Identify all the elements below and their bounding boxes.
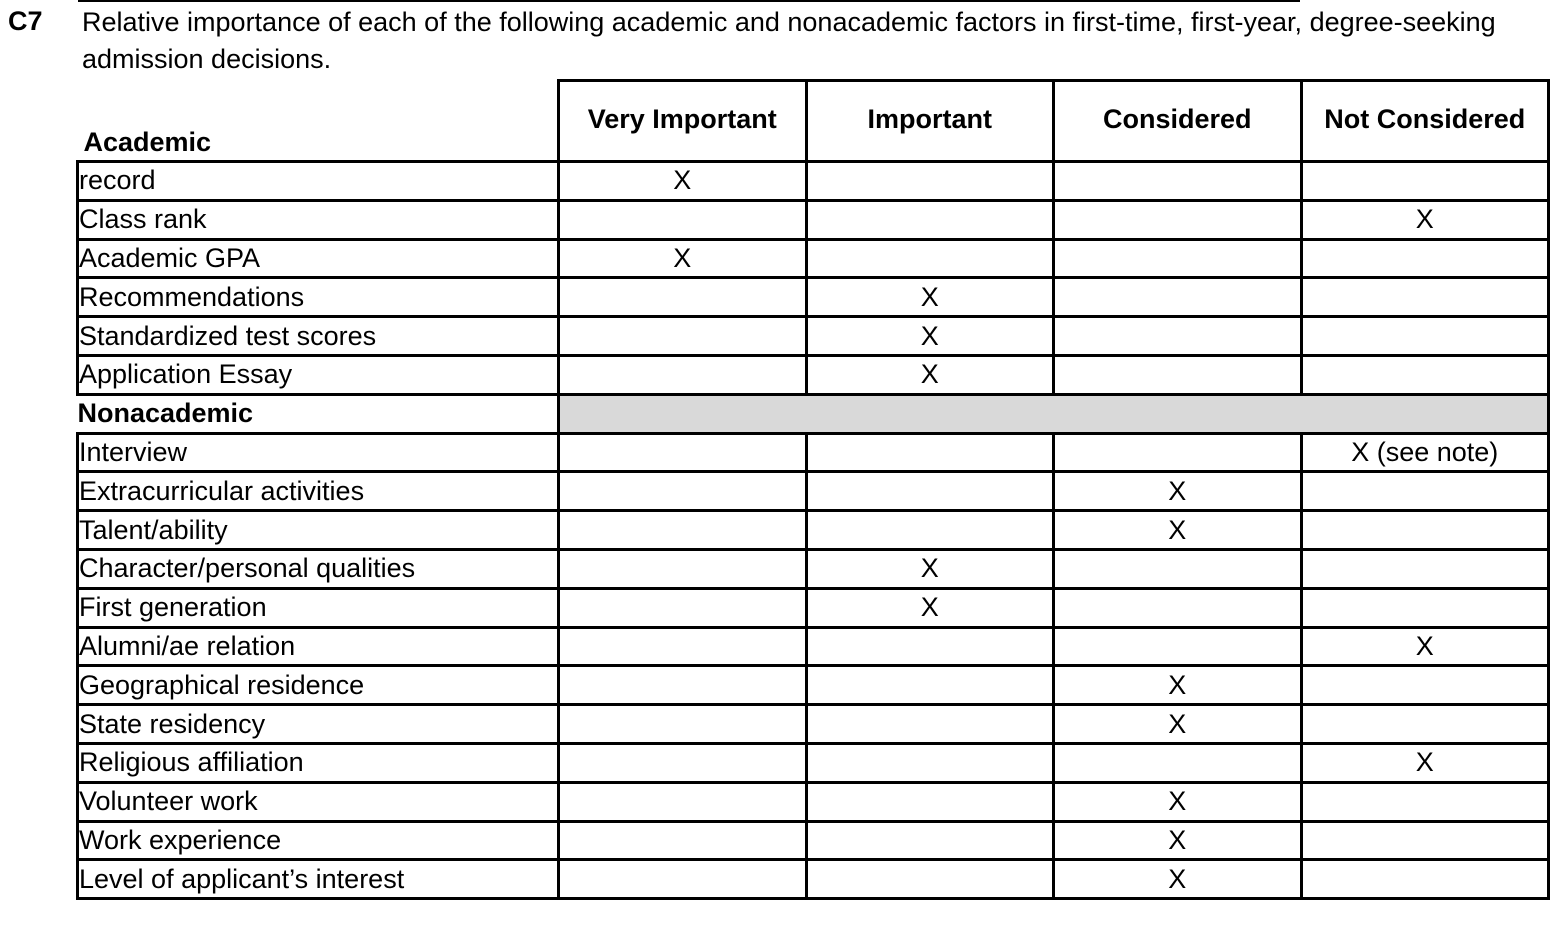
table-row [78, 239, 1549, 278]
importance-mark [559, 472, 807, 511]
importance-mark [806, 511, 1054, 550]
importance-mark [806, 821, 1054, 860]
importance-mark: X [559, 162, 807, 201]
table-row [78, 860, 1549, 899]
importance-mark [559, 355, 807, 394]
importance-mark: X [1054, 705, 1302, 744]
importance-mark [806, 627, 1054, 666]
table-row [78, 666, 1549, 705]
importance-mark [1054, 239, 1302, 278]
table-row [78, 743, 1549, 782]
importance-mark [1054, 743, 1302, 782]
importance-mark [806, 239, 1054, 278]
importance-mark [559, 627, 807, 666]
factor-label: Talent/ability [78, 511, 559, 550]
importance-mark [806, 860, 1054, 899]
importance-mark [1301, 705, 1549, 744]
importance-mark [1301, 239, 1549, 278]
importance-mark: X [1054, 666, 1302, 705]
importance-mark: X [1301, 743, 1549, 782]
factor-label: Extracurricular activities [78, 472, 559, 511]
table-row [78, 511, 1549, 550]
factor-label: Religious affiliation [78, 743, 559, 782]
table-row [78, 588, 1549, 627]
importance-mark: X [1301, 627, 1549, 666]
importance-mark [806, 666, 1054, 705]
importance-mark [559, 278, 807, 317]
factor-label: Standardized test scores [78, 317, 559, 356]
table-row [78, 200, 1549, 239]
importance-mark: X [1054, 511, 1302, 550]
table-row [78, 549, 1549, 588]
factor-label: Geographical residence [78, 666, 559, 705]
table-row [78, 433, 1549, 472]
importance-mark [806, 433, 1054, 472]
factor-label: Recommendations [78, 278, 559, 317]
importance-mark: X [806, 278, 1054, 317]
factor-label: Application Essay [78, 355, 559, 394]
table-row [78, 355, 1549, 394]
academic-group-label: Academic [83, 127, 212, 157]
importance-mark [1301, 588, 1549, 627]
importance-mark [806, 162, 1054, 201]
table-row [78, 705, 1549, 744]
table-row [78, 278, 1549, 317]
factor-label: First generation [78, 588, 559, 627]
factor-label: Work experience [78, 821, 559, 860]
importance-mark [806, 705, 1054, 744]
shaded-divider [559, 394, 1549, 433]
importance-mark: X [1054, 472, 1302, 511]
importance-mark: X [806, 588, 1054, 627]
importance-mark [1054, 162, 1302, 201]
col-header-important: Important [806, 81, 1054, 162]
nonacademic-group-label: Nonacademic [78, 394, 559, 433]
importance-mark [1054, 200, 1302, 239]
importance-mark: X [1054, 860, 1302, 899]
importance-mark [559, 666, 807, 705]
importance-mark [559, 200, 807, 239]
importance-mark [806, 200, 1054, 239]
factor-label: Character/personal qualities [78, 549, 559, 588]
importance-mark: X [806, 317, 1054, 356]
importance-mark [559, 317, 807, 356]
importance-mark [806, 472, 1054, 511]
importance-mark [559, 782, 807, 821]
question-text: Relative importance of each of the following academic and nonacademic factors in first-time, first-year, degree-seeking admission decisions. [82, 7, 1496, 74]
importance-mark: X [806, 549, 1054, 588]
importance-mark [1054, 278, 1302, 317]
importance-mark [1301, 355, 1549, 394]
factor-label: Interview [78, 433, 559, 472]
factor-label: Volunteer work [78, 782, 559, 821]
table-row [78, 627, 1549, 666]
nonacademic-group-row [78, 394, 1549, 433]
importance-mark [1054, 588, 1302, 627]
importance-mark [559, 511, 807, 550]
importance-mark [559, 821, 807, 860]
importance-mark [1301, 278, 1549, 317]
importance-mark [559, 549, 807, 588]
section-id: C7 [8, 6, 43, 36]
importance-mark [559, 743, 807, 782]
importance-mark [1301, 549, 1549, 588]
importance-mark: X [1054, 821, 1302, 860]
importance-mark [806, 782, 1054, 821]
importance-mark: X [1301, 200, 1549, 239]
importance-mark [1301, 162, 1549, 201]
col-header-considered: Considered [1054, 81, 1302, 162]
factor-label: Level of applicant’s interest [78, 860, 559, 899]
importance-mark [1054, 433, 1302, 472]
importance-mark [559, 705, 807, 744]
importance-mark [1301, 782, 1549, 821]
col-header-very-important: Very Important [559, 81, 807, 162]
importance-mark [806, 743, 1054, 782]
importance-mark [1301, 666, 1549, 705]
header-row [78, 81, 1549, 162]
importance-mark: X [559, 239, 807, 278]
factor-label: Alumni/ae relation [78, 627, 559, 666]
importance-mark [1054, 355, 1302, 394]
importance-mark [1301, 860, 1549, 899]
importance-mark [1054, 627, 1302, 666]
factor-label: record [78, 162, 559, 201]
importance-mark: X [1054, 782, 1302, 821]
table-row [78, 782, 1549, 821]
factor-label: Class rank [78, 200, 559, 239]
table-row [78, 821, 1549, 860]
importance-mark [1301, 511, 1549, 550]
importance-mark [1301, 821, 1549, 860]
table-row [78, 317, 1549, 356]
importance-mark: X [806, 355, 1054, 394]
importance-mark: X (see note) [1301, 433, 1549, 472]
factor-label: State residency [78, 705, 559, 744]
importance-mark [559, 588, 807, 627]
importance-mark [559, 860, 807, 899]
importance-mark [1301, 317, 1549, 356]
table-row [78, 162, 1549, 201]
table-row [78, 472, 1549, 511]
col-header-not-considered: Not Considered [1301, 81, 1549, 162]
importance-mark [1054, 549, 1302, 588]
importance-mark [559, 433, 807, 472]
top-rule [78, 0, 1300, 2]
factor-label: Academic GPA [78, 239, 559, 278]
factors-table [76, 79, 1550, 900]
importance-mark [1054, 317, 1302, 356]
importance-mark [1301, 472, 1549, 511]
